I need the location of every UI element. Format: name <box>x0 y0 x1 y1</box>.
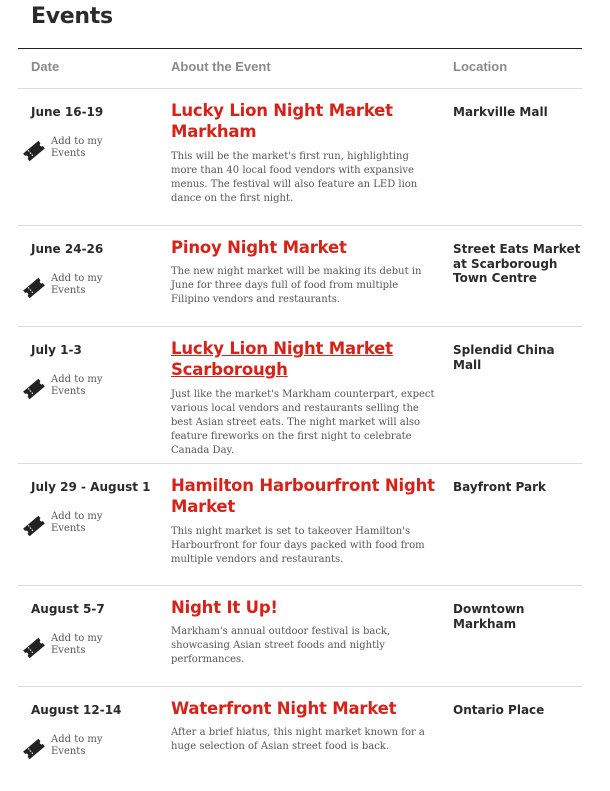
event-title-link[interactable]: Lucky Lion Night Market Markham <box>171 101 393 141</box>
event-date: June 16-19 <box>31 105 104 119</box>
add-to-events-label: Add to my Events <box>51 511 103 534</box>
add-to-events-button[interactable] <box>22 136 142 166</box>
event-date: June 24-26 <box>31 242 104 256</box>
event-title-link[interactable]: Lucky Lion Night Market Scarborough <box>171 339 393 379</box>
add-to-events-label: Add to my Events <box>51 136 103 159</box>
ticket-icon <box>22 377 46 401</box>
event-row <box>0 463 610 585</box>
event-row <box>0 326 610 463</box>
event-row <box>0 88 610 225</box>
event-description: This will be the market's first run, highlighting more than 40 local food vendors with expansive menus. The festival will also feature an LED lion dance on the first night. <box>171 151 418 204</box>
add-to-events-label: Add to my Events <box>51 273 103 296</box>
event-description: Markham's annual outdoor festival is back, showcasing Asian street foods and nightly performances. <box>171 626 391 665</box>
add-to-events-label: Add to my Events <box>51 374 103 397</box>
event-location: Bayfront Park <box>453 480 547 494</box>
event-description: The new night market will be making its debut in June for three days full of food from multiple Filipino vendors and restaurants. <box>171 266 422 305</box>
event-location: Ontario Place <box>453 703 545 717</box>
header-location: Location <box>453 59 508 74</box>
event-row <box>0 686 610 791</box>
add-to-events-button[interactable] <box>22 734 142 764</box>
event-date: July 1-3 <box>31 343 82 357</box>
event-description: After a brief hiatus, this night market known for a huge selection of Asian street food is back. <box>171 727 425 752</box>
page-title: Events <box>31 4 113 29</box>
ticket-icon <box>22 139 46 163</box>
ticket-icon <box>22 276 46 300</box>
add-to-events-button[interactable] <box>22 273 142 303</box>
ticket-icon <box>22 636 46 660</box>
add-to-events-button[interactable] <box>22 374 142 404</box>
event-date: August 12-14 <box>31 703 122 717</box>
event-location: Downtown Markham <box>453 602 525 631</box>
title-divider <box>18 48 582 49</box>
event-location: Splendid China Mall <box>453 343 555 372</box>
event-title-link[interactable]: Pinoy Night Market <box>171 238 347 257</box>
event-description: Just like the market's Markham counterpart, expect various local vendors and restaurants selling the best Asian street eats. The night market will also feature fireworks on the first night to celebrate Canada Day. <box>171 389 435 456</box>
add-to-events-button[interactable] <box>22 633 142 663</box>
table-header <box>0 59 610 79</box>
event-date: August 5-7 <box>31 602 105 616</box>
event-title-link[interactable]: Waterfront Night Market <box>171 699 397 718</box>
add-to-events-label: Add to my Events <box>51 633 103 656</box>
event-title-link[interactable]: Hamilton Harbourfront Night Market <box>171 476 435 516</box>
ticket-icon <box>22 737 46 761</box>
event-location: Markville Mall <box>453 105 548 119</box>
event-row <box>0 225 610 326</box>
add-to-events-button[interactable] <box>22 511 142 541</box>
event-row <box>0 585 610 686</box>
add-to-events-label: Add to my Events <box>51 734 103 757</box>
event-title-link[interactable]: Night It Up! <box>171 598 278 617</box>
event-location: Street Eats Market at Scarborough Town Centre <box>453 242 581 285</box>
ticket-icon <box>22 514 46 538</box>
event-date: July 29 - August 1 <box>31 480 151 494</box>
header-about: About the Event <box>171 59 271 74</box>
event-description: This night market is set to takeover Hamilton's Harbourfront for four days packed with food from multiple vendors and restaurants. <box>171 526 425 565</box>
header-date: Date <box>31 59 60 74</box>
